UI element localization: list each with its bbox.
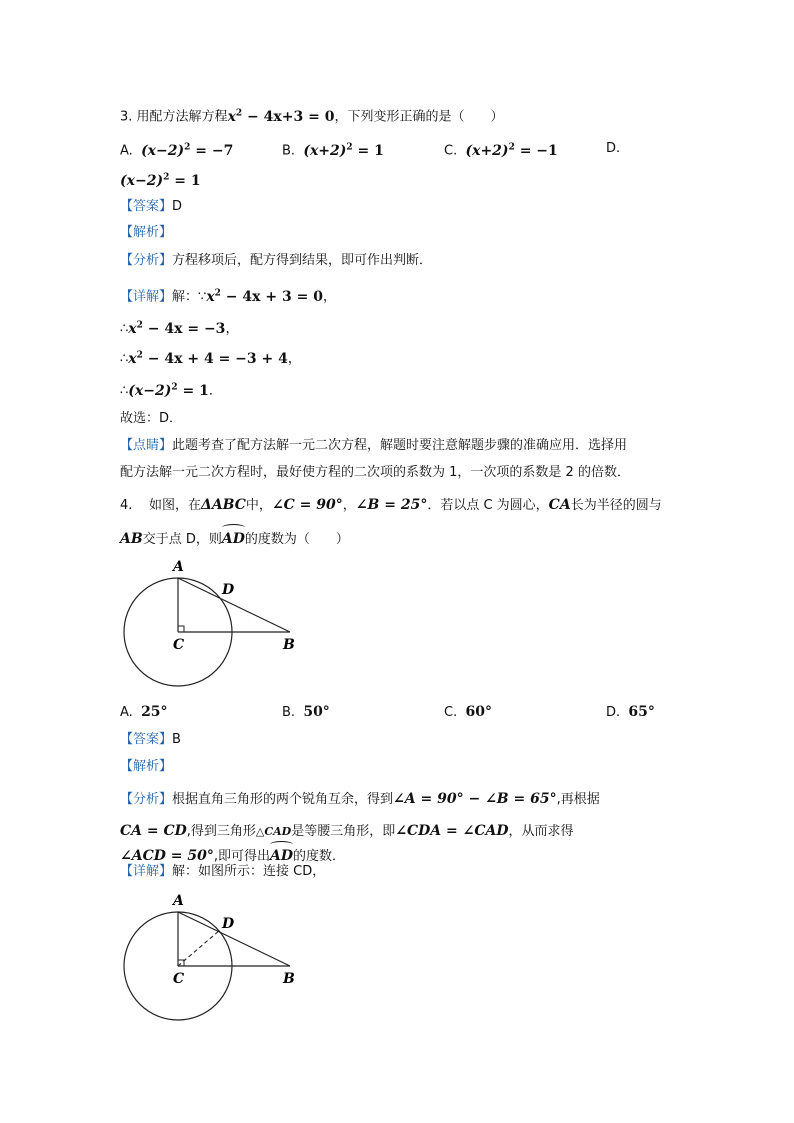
q3-step-4: $\therefore(x-2)^2 = 1$． [120,382,222,399]
q4-fenxi-1: 【分析】根据直角三角形的两个锐角互余，得到∠A = 90° − ∠B = 65°,再根据 [120,791,600,807]
q3-step-3: $\therefore x^2 - 4x + 4 = -3 + 4$， [120,350,301,367]
q3-option-b: B. $(x+2)^2 = 1$ [282,142,384,159]
q3-equation: $x^2 - 4x+3 = 0$ [227,108,335,125]
q4-answer: 【答案】B [120,732,181,747]
q3-option-a: A. $(x-2)^2 = -7$ [120,142,234,159]
q4-label-a: A [173,559,184,575]
q4-label-b: B [283,637,295,653]
q3-dianjing-2: 配方法解一元二次方程时，最好使方程的二次项的系数为 1，一次项的系数是 2 的倍数． [120,465,630,480]
q3-analysis-heading: 【解析】 [120,225,173,240]
q3-fenxi: 【分析】方程移项后，配方得到结果，即可作出判断． [120,253,433,268]
q4-sol-label-d: D [222,916,235,932]
q4-option-d: D. 65° [606,704,655,720]
q4-xiangjie: 【详解】解：如图所示：连接 CD， [120,864,326,879]
q3-dianjing-1: 【点睛】此题考查了配方法解一元二次方程，解题时要注意解题步骤的准确应用．选择用 [120,438,628,453]
q4-sol-label-b: B [283,971,295,987]
q4-sol-label-c: C [173,971,185,987]
q3-step-1: 【详解】解：$\because x^2 - 4x + 3 = 0$， [120,288,336,305]
q3-option-d: $(x-2)^2 = 1$ [120,172,201,189]
q4-analysis-heading: 【解析】 [120,759,173,774]
q4-solution-figure [118,890,318,1025]
q4-fenxi-3: ∠ACD = 50°,即可得出 AD的度数． [120,847,345,866]
q3-stem-text-b: ，下列变形正确的是（ ） [334,109,504,125]
q3-option-c: C. $(x+2)^2 = -1$ [444,142,558,159]
q4-option-a: A. 25° [120,704,168,720]
q4-sol-label-a: A [173,893,184,909]
q4-stem-line-2: AB交于点 D，则 AD的度数为（ ） [120,530,349,549]
q4-fenxi-2: CA = CD,得到三角形△CAD是等腰三角形，即∠CDA = ∠CAD，从而求得 [120,823,574,839]
q3-answer: 【答案】D [120,199,183,214]
q3-option-d-label: D. [606,141,621,156]
q3-stem [120,104,503,127]
q4-label-d: D [222,582,235,598]
q4-figure [118,556,318,691]
q3-step-2: $\therefore x^2 - 4x = -3$， [120,320,239,337]
q4-option-c: C. 60° [444,704,492,720]
q3-stem-text-a: 用配方法解方程 [136,109,228,125]
q4-label-c: C [173,637,185,653]
q3-number: 3. [120,109,133,125]
q4-stem-line-1: 4. 如图，在ΔABC中，∠C = 90°，∠B = 25°．若以点 C 为圆心，CA长为半径的圆与 [120,497,662,513]
q4-option-b: B. 50° [282,704,330,720]
q3-choice: 故选：D． [120,411,183,426]
